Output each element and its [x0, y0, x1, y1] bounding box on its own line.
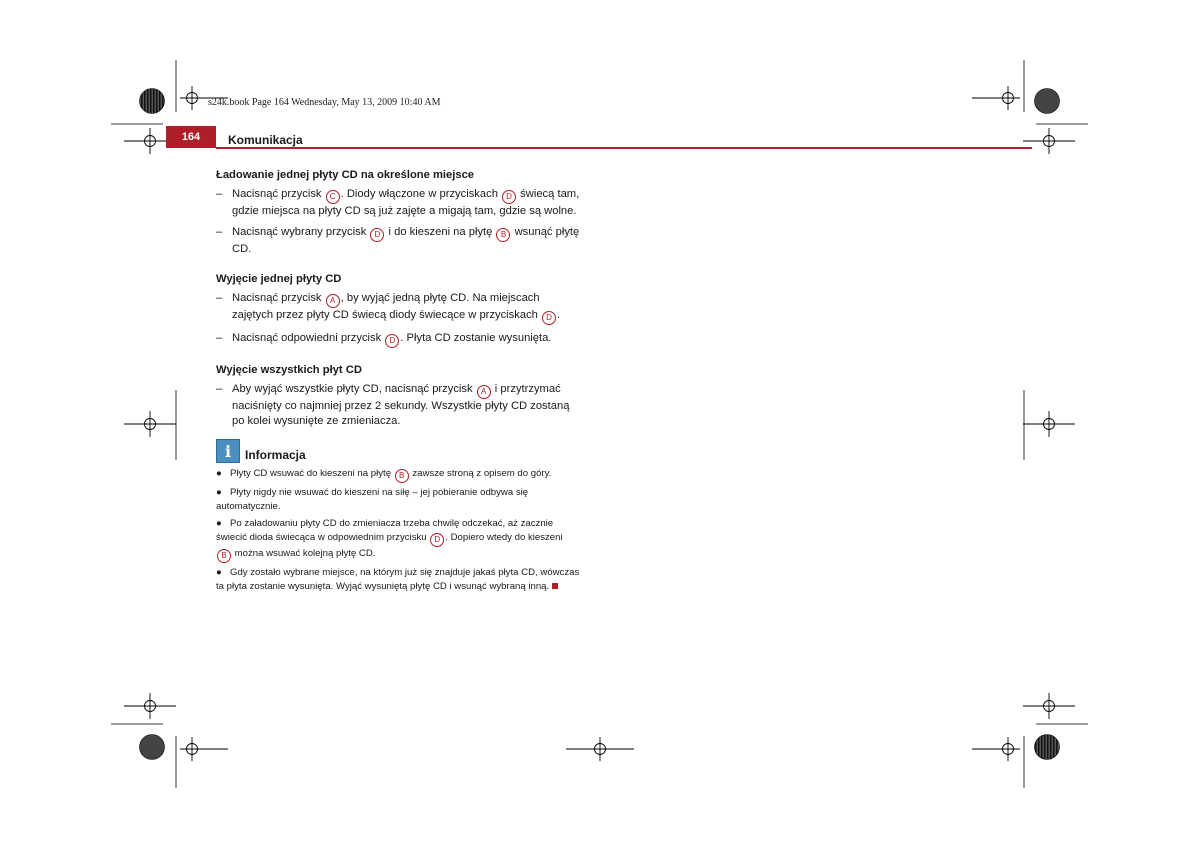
subheading-eject-all: Wyjęcie wszystkich płyt CD: [216, 364, 362, 376]
info-icon: i: [216, 439, 240, 463]
info-header: [216, 439, 580, 463]
text: Gdy zostało wybrane miejsce, na którym już się znajduje jakaś płyta CD, wówczas ta płyta zostanie wysunięta. Wyjąć wysuniętą płytę CD i wsunąć wybraną inną.: [216, 567, 580, 592]
list-item: [216, 382, 580, 429]
list-item: [216, 291, 580, 325]
text: , by wyjąć jedną płytę CD. Na miejscach zajętych przez płyty CD świecą diody świecące w przyciskach: [232, 292, 542, 321]
text: i do kieszeni na płytę: [385, 226, 496, 238]
button-d-key-icon: D: [430, 533, 444, 547]
registration-mark-r1: [1023, 128, 1075, 154]
text: świecą tam, gdzie miejsca na płyty CD są już zajęte a migają tam, gdzie są wolne.: [232, 188, 580, 217]
dash-marker: –: [216, 332, 223, 344]
dash-marker: –: [216, 383, 223, 395]
dash-marker: –: [216, 226, 223, 238]
button-d-key-icon: D: [502, 190, 516, 204]
text: . Dopiero wtedy do kieszeni: [445, 532, 563, 543]
text: można wsuwać kolejną płytę CD.: [232, 548, 376, 559]
info-note: [216, 467, 580, 483]
button-a-key-icon: A: [477, 385, 491, 399]
text: i przytrzymać naciśnięty co najmniej przez 2 sekundy. Wszystkie płyty CD zostaną po kolei wysunięte ze zmieniacza.: [232, 383, 570, 427]
print-job-info: s24k.book Page 164 Wednesday, May 13, 2009 10:40 AM: [208, 97, 441, 108]
text: zawsze stroną z opisem do góry.: [409, 468, 552, 479]
text: . Płyta CD zostanie wysunięta.: [400, 332, 552, 344]
bullet-icon: ●: [216, 487, 222, 498]
text: Płyty CD wsuwać do kieszeni na płytę: [230, 468, 394, 479]
info-note: [216, 566, 580, 594]
button-d-key-icon: D: [542, 311, 556, 325]
density-disk-bl: [140, 735, 165, 760]
subheading-load-cd: Ładowanie jednej płyty CD na określone miejsce: [216, 169, 475, 181]
section-title: Komunikacja: [228, 133, 303, 147]
text: Płyty nigdy nie wsuwać do kieszeni na siłę – jej pobieranie odbywa się automatycznie.: [216, 487, 529, 512]
text: .: [557, 309, 561, 321]
info-note: [216, 517, 580, 563]
button-d-key-icon: D: [385, 334, 399, 348]
registration-mark-l2: [124, 411, 176, 437]
text: . Diody włączone w przyciskach: [340, 188, 502, 200]
text: Po załadowaniu płyty CD do zmieniacza trzeba chwilę odczekać, aż zacznie świecić dioda świecąca w odpowiednim przycisku: [216, 518, 554, 543]
registration-mark-bl: [180, 737, 228, 761]
density-disk-tr: [1035, 89, 1060, 114]
list-item: [216, 225, 580, 257]
button-a-key-icon: A: [326, 294, 340, 308]
info-title: Informacja: [245, 448, 306, 462]
page-number: 164: [166, 126, 216, 148]
list-item: [216, 331, 580, 348]
button-d-key-icon: D: [370, 228, 384, 242]
bullet-icon: ●: [216, 567, 222, 578]
density-disk-tl: [140, 89, 165, 114]
list-item: [216, 187, 580, 219]
subheading-eject-one: Wyjęcie jednej płyty CD: [216, 273, 342, 285]
registration-mark-tr: [972, 86, 1020, 110]
registration-mark-br: [972, 737, 1020, 761]
dash-marker: –: [216, 188, 223, 200]
info-note: [216, 486, 580, 514]
bullet-icon: ●: [216, 468, 222, 479]
main-content: [216, 168, 580, 597]
density-disk-br: [1035, 735, 1060, 760]
text: Nacisnąć odpowiedni przycisk: [232, 332, 385, 344]
bullet-icon: ●: [216, 518, 222, 529]
registration-mark-r2: [1023, 411, 1075, 437]
text: Nacisnąć wybrany przycisk: [232, 226, 370, 238]
slot-b-key-icon: B: [217, 549, 231, 563]
registration-mark-bm: [566, 737, 634, 761]
end-of-section-icon: [552, 583, 558, 589]
text: Nacisnąć przycisk: [232, 188, 325, 200]
button-c-key-icon: C: [326, 190, 340, 204]
slot-b-key-icon: B: [395, 469, 409, 483]
text: Nacisnąć przycisk: [232, 292, 325, 304]
registration-mark-r3: [1023, 693, 1075, 719]
text: Aby wyjąć wszystkie płyty CD, nacisnąć przycisk: [232, 383, 476, 395]
dash-marker: –: [216, 292, 223, 304]
slot-b-key-icon: B: [496, 228, 510, 242]
registration-mark-l3: [124, 693, 176, 719]
text: wsunąć płytę CD.: [232, 226, 580, 255]
header-rule: [216, 147, 1032, 149]
